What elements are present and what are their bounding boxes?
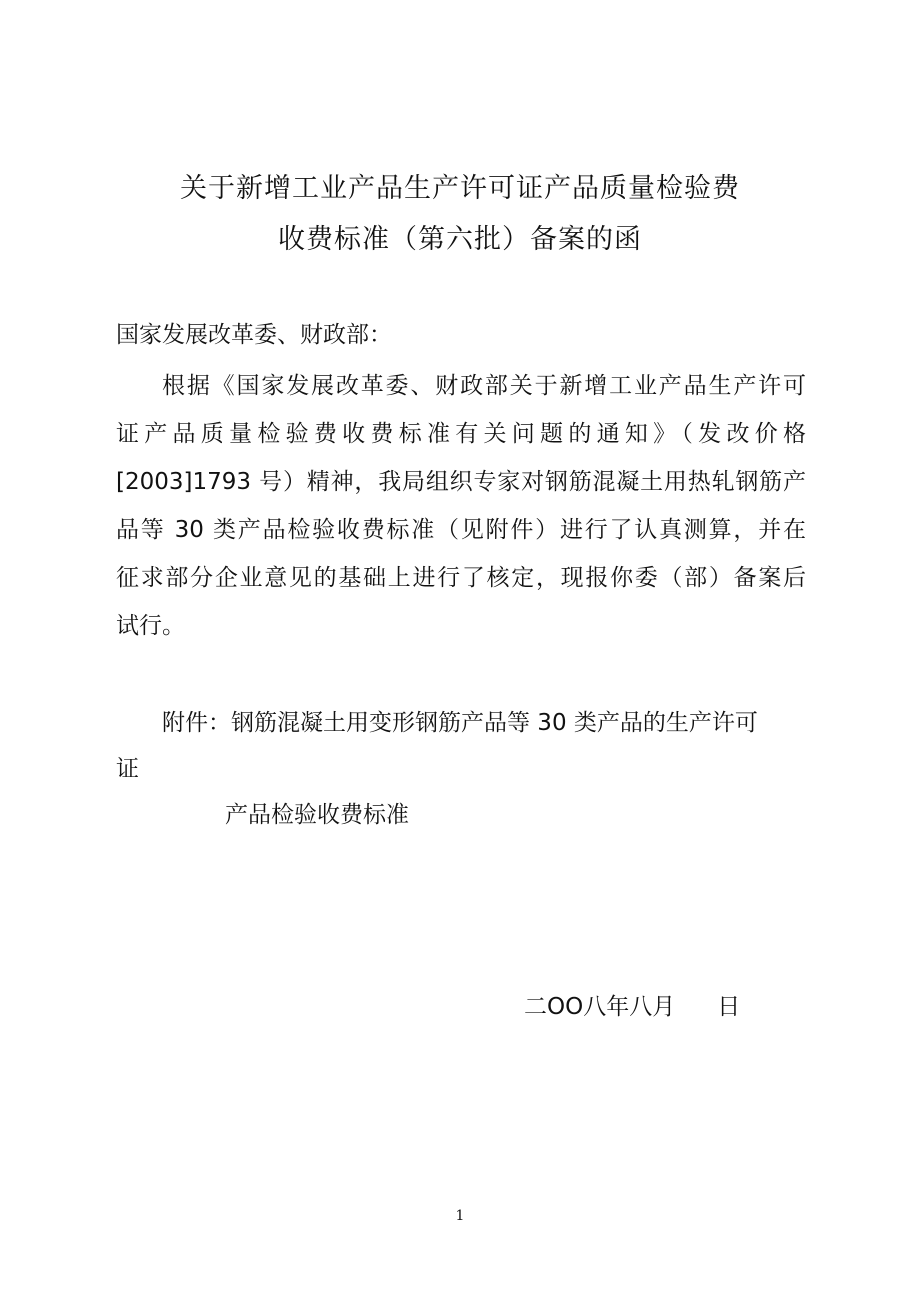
attachment-line: 附件：钢筋混凝土用变形钢筋产品等 30 类产品的生产许可	[162, 710, 758, 736]
body-line: 征求部分企业意见的基础上进行了核定，现报你委（部）备案后	[116, 565, 806, 591]
document-title-line-2: 收费标准（第六批）备案的函	[278, 224, 642, 255]
body-line: 证产品质量检验费收费标准有关问题的通知》（发改价格	[116, 421, 806, 447]
body-line: 根据《国家发展改革委、财政部关于新增工业产品生产许可	[162, 373, 806, 399]
body-line: 试行。	[116, 613, 185, 639]
page-number: 1	[455, 1208, 465, 1224]
body-line: 品等 30 类产品检验收费标准（见附件）进行了认真测算，并在	[116, 517, 806, 543]
date-year-month: 二OO八年八月	[524, 994, 676, 1020]
salutation: 国家发展改革委、财政部：	[116, 322, 392, 348]
body-paragraph	[116, 362, 806, 650]
attachment-note	[116, 700, 806, 792]
attachment-line: 证	[116, 756, 139, 782]
attachment-name: 产品检验收费标准	[225, 802, 409, 828]
document-date	[524, 988, 740, 1021]
document-title-line-1: 关于新增工业产品生产许可证产品质量检验费	[180, 173, 740, 204]
body-line: [2003]1793 号）精神，我局组织专家对钢筋混凝土用热轧钢筋产	[116, 469, 806, 495]
date-day: 日	[717, 994, 741, 1020]
